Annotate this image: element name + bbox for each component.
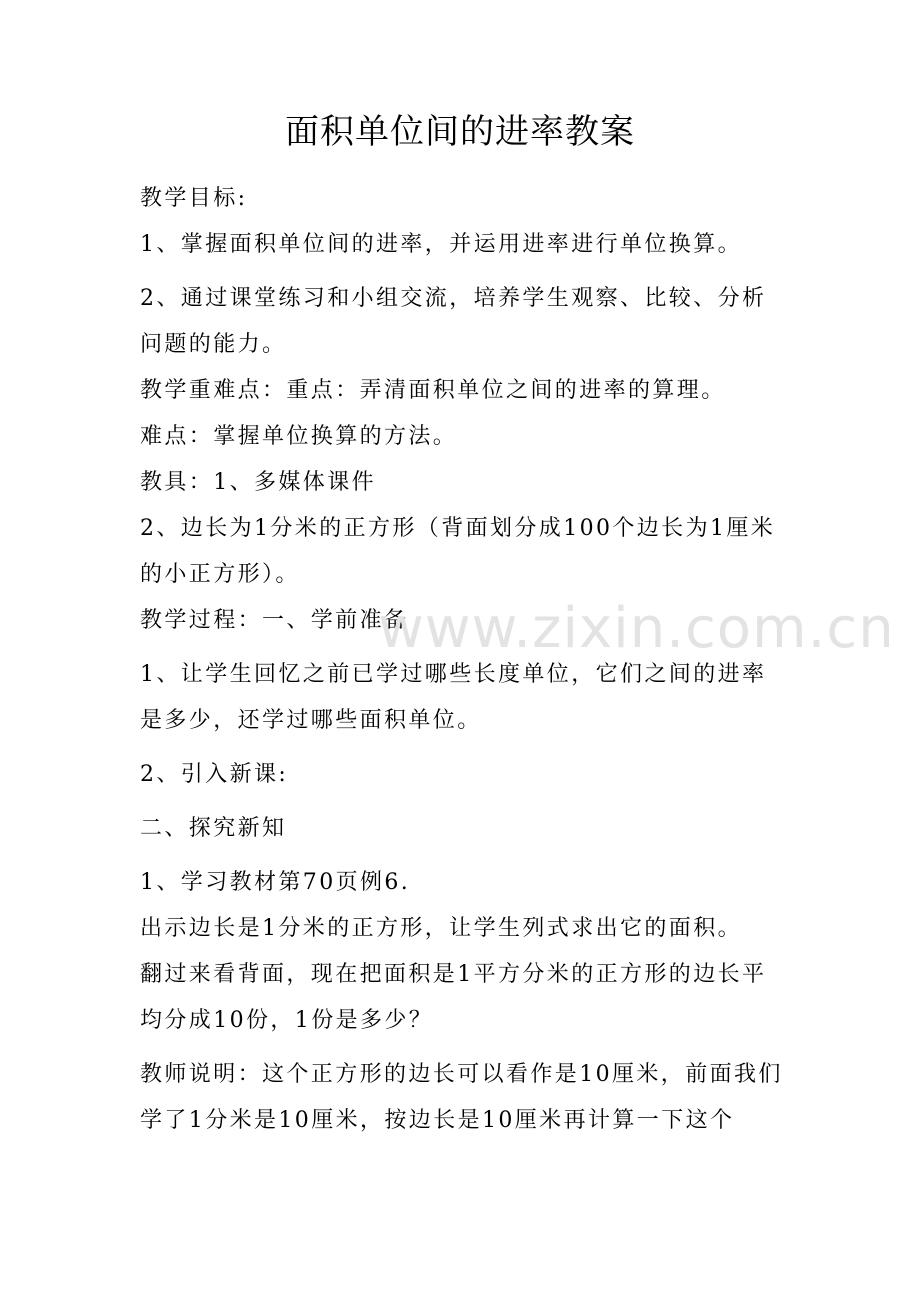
paragraph-objective-2: 2、通过课堂练习和小组交流，培养学生观察、比较、分析问题的能力。 bbox=[140, 286, 767, 357]
paragraph-teaching-aids: 教具：1、多媒体课件 bbox=[140, 470, 376, 495]
document-title: 面积单位间的进率教案 bbox=[285, 112, 635, 152]
paragraph-flip-square: 翻过来看背面，现在把面积是1平方分米的正方形的边长平均分成10份，1份是多少？ bbox=[140, 962, 767, 1033]
paragraph-teacher-note: 教师说明：这个正方形的边长可以看作是10厘米，前面我们学了1分米是10厘米，按边长是10厘米再计算一下这个 bbox=[140, 1062, 783, 1133]
paragraph-example-6: 1、学习教材第70页例6. bbox=[140, 870, 411, 895]
paragraph-teaching-aid-2: 2、边长为1分米的正方形（背面划分成100个边长为1厘米的小正方形）。 bbox=[140, 516, 776, 587]
paragraph-review: 1、让学生回忆之前已学过哪些长度单位，它们之间的进率是多少，还学过哪些面积单位。 bbox=[140, 662, 767, 733]
paragraph-key-points: 教学重难点：重点：弄清面积单位之间的进率的算理。 bbox=[140, 378, 726, 403]
paragraph-introduce: 2、引入新课: bbox=[140, 762, 289, 787]
site-watermark: www.zixin.com.cn bbox=[378, 596, 895, 661]
paragraph-difficulty: 难点：掌握单位换算的方法。 bbox=[140, 424, 458, 449]
paragraph-show-square: 出示边长是1分米的正方形，让学生列式求出它的面积。 bbox=[140, 916, 742, 941]
paragraph-objective-1: 1、掌握面积单位间的进率，并运用进率进行单位换算。 bbox=[140, 232, 742, 257]
paragraph-objectives-heading: 教学目标: bbox=[140, 186, 248, 211]
paragraph-process-heading: 教学过程：一、学前准备 bbox=[140, 608, 409, 633]
paragraph-explore-heading: 二、探究新知 bbox=[140, 816, 287, 841]
